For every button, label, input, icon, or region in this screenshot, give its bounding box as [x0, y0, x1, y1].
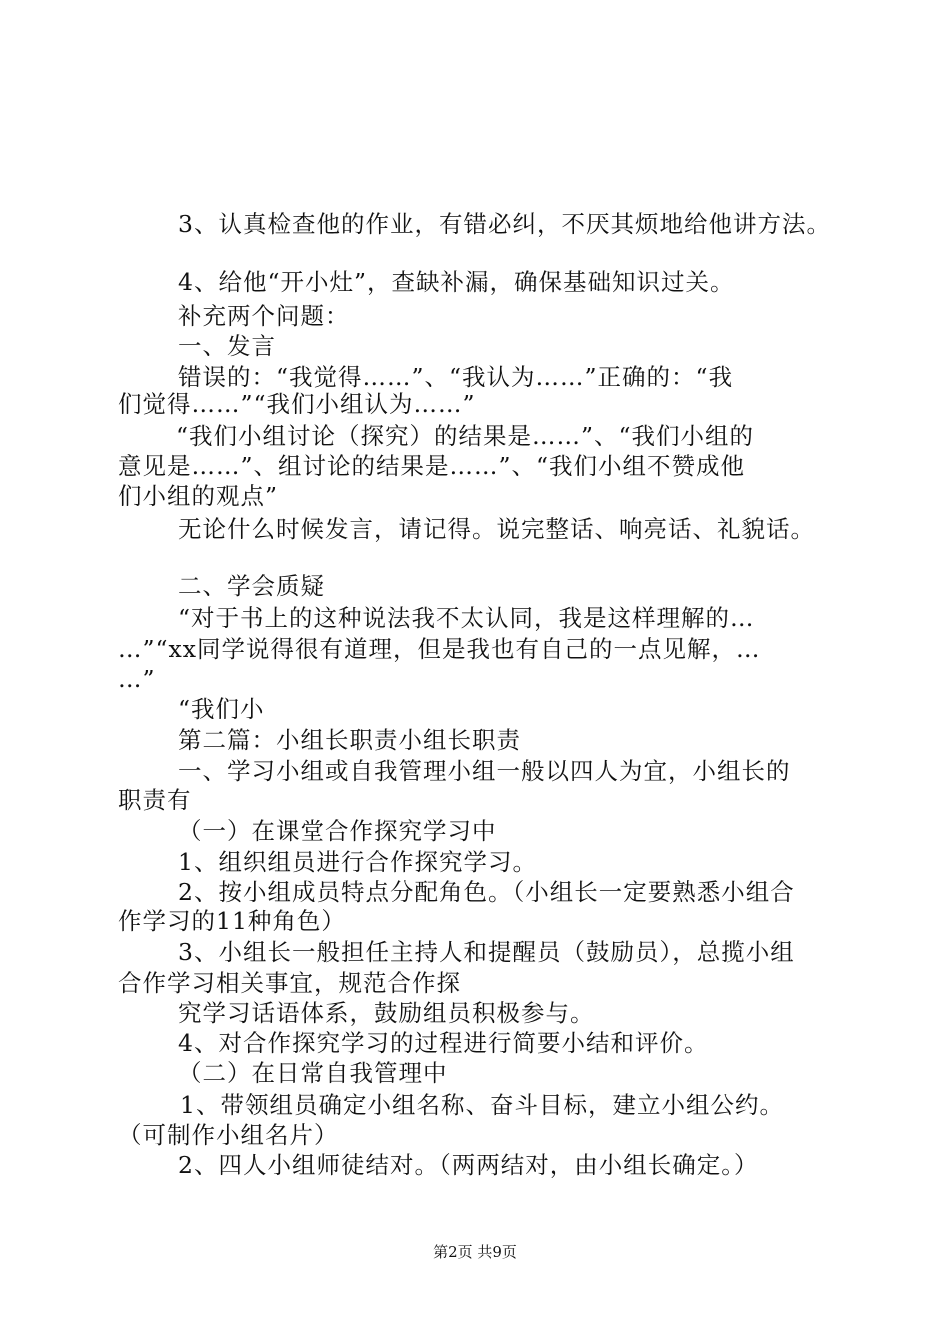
text-line: “我们小 [178, 695, 265, 723]
text-line: 4、给他“开小灶”，查缺补漏，确保基础知识过关。 [178, 268, 735, 296]
text-line: 1、带领组员确定小组名称、奋斗目标，建立小组公约。 [180, 1091, 784, 1119]
subsection-heading: （一）在课堂合作探究学习中 [178, 817, 497, 845]
subsection-heading: （二）在日常自我管理中 [178, 1059, 448, 1087]
text-line: 合作学习相关事宜，规范合作探 [118, 969, 461, 997]
text-line: 们觉得……”“我们小组认为……” [118, 390, 476, 418]
text-line: “我们小组讨论（探究）的结果是……”、“我们小组的 [176, 422, 755, 450]
text-line: 1、组织组员进行合作探究学习。 [178, 848, 537, 876]
text-line: 2、按小组成员特点分配角色。（小组长一定要熟悉小组合 [178, 878, 795, 906]
text-line: …”“xx同学说得很有道理，但是我也有自己的一点见解，… [118, 635, 761, 663]
text-line: 3、认真检查他的作业，有错必纠，不厌其烦地给他讲方法。 [178, 210, 831, 238]
text-line: 究学习话语体系，鼓励组员积极参与。 [178, 999, 595, 1027]
section-heading: 二、学会质疑 [178, 572, 325, 600]
text-line: …” [118, 665, 156, 693]
text-line: 2、四人小组师徒结对。（两两结对，由小组长确定。） [178, 1151, 759, 1179]
text-line: 意见是……”、组讨论的结果是……”、“我们小组不赞成他 [118, 452, 746, 480]
text-line: 无论什么时候发言，请记得。说完整话、响亮话、礼貌话。 [178, 515, 815, 543]
text-line: （可制作小组名片） [118, 1121, 339, 1149]
text-line: 4、对合作探究学习的过程进行简要小结和评价。 [178, 1029, 709, 1057]
chapter-title: 第二篇：小组长职责小组长职责 [178, 726, 521, 754]
text-line: 作学习的11种角色） [118, 907, 346, 935]
text-line: 职责有 [118, 786, 192, 814]
text-line: 错误的：“我觉得……”、“我认为……”正确的：“我 [178, 363, 734, 391]
text-line: 补充两个问题： [178, 302, 350, 330]
text-line: 们小组的观点” [118, 482, 279, 510]
text-line: 3、小组长一般担任主持人和提醒员（鼓励员），总揽小组 [178, 938, 795, 966]
section-heading: 一、发言 [178, 332, 276, 360]
page-number-footer: 第2页 共9页 [433, 1243, 517, 1261]
text-line: 一、学习小组或自我管理小组一般以四人为宜，小组长的 [178, 757, 791, 785]
text-line: “对于书上的这种说法我不太认同，我是这样理解的… [178, 604, 755, 632]
